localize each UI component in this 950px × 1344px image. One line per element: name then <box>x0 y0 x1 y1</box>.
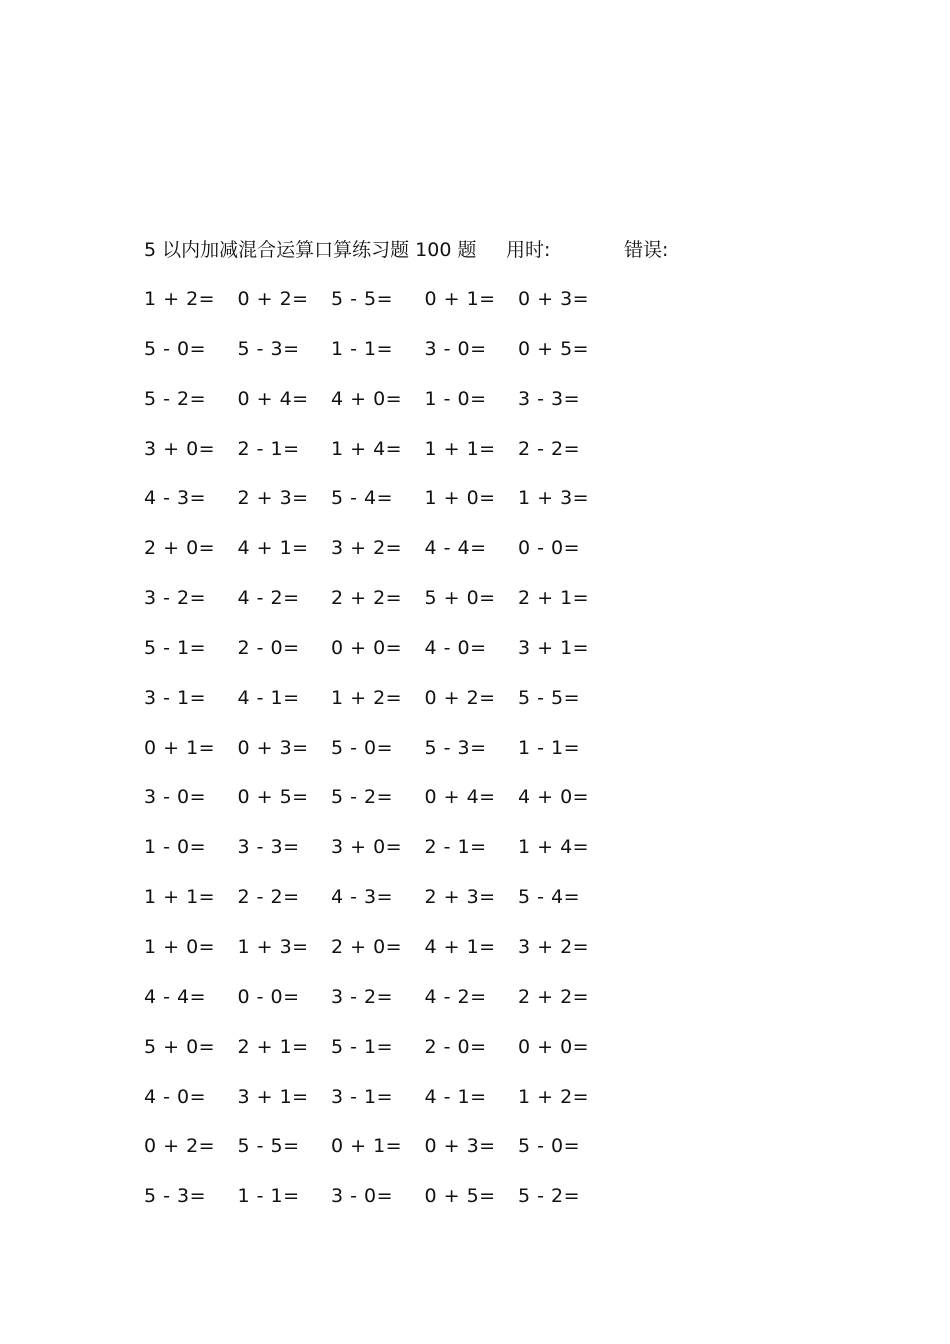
problem-item: 0 + 0= <box>331 636 403 659</box>
problem-item: 4 + 1= <box>424 935 496 958</box>
problem-item: 5 - 0= <box>144 337 207 360</box>
problem-item: 5 - 5= <box>331 288 394 310</box>
problem-item: 3 - 1= <box>144 686 207 709</box>
problem-item: 2 + 2= <box>331 587 403 610</box>
problem-item: 5 - 0= <box>331 736 394 759</box>
problem-item: 4 + 0= <box>331 387 403 410</box>
problem-grid <box>144 285 644 1232</box>
problem-item: 2 + 1= <box>518 587 590 610</box>
problem-item: 5 - 3= <box>424 736 487 759</box>
problem-item: 0 + 0= <box>518 1035 590 1058</box>
problem-item: 3 - 2= <box>144 587 207 610</box>
problem-item: 0 + 2= <box>144 1135 216 1158</box>
problem-item: 4 - 0= <box>144 1085 207 1108</box>
problem-item: 0 + 5= <box>424 1185 496 1208</box>
problem-item: 5 - 5= <box>518 686 581 709</box>
problem-item: 5 - 1= <box>331 1035 394 1058</box>
problem-row <box>144 883 644 933</box>
problem-item: 0 + 3= <box>424 1135 496 1158</box>
problem-item: 3 + 1= <box>518 636 590 659</box>
problem-item: 4 - 3= <box>331 886 394 909</box>
problem-row <box>144 1132 644 1182</box>
problem-item: 2 - 2= <box>518 437 581 460</box>
worksheet-title: 5 以内加减混合运算口算练习题 100 题 <box>144 239 477 261</box>
problem-item: 3 + 0= <box>331 836 403 859</box>
problem-item: 3 + 0= <box>144 437 216 460</box>
problem-row <box>144 684 644 734</box>
problem-row <box>144 833 644 883</box>
problem-item: 0 + 4= <box>237 387 309 410</box>
problem-item: 1 + 1= <box>144 886 216 909</box>
problem-item: 5 - 3= <box>237 337 300 360</box>
problem-item: 2 - 0= <box>424 1035 487 1058</box>
problem-item: 3 - 3= <box>518 387 581 410</box>
problem-item: 4 - 2= <box>424 985 487 1008</box>
problem-item: 5 - 2= <box>144 387 207 410</box>
problem-row <box>144 534 644 584</box>
problem-item: 4 - 2= <box>237 587 300 610</box>
problem-item: 0 + 3= <box>518 288 590 310</box>
problem-item: 1 + 0= <box>424 487 496 510</box>
problem-item: 1 + 4= <box>518 836 590 859</box>
problem-item: 4 - 1= <box>424 1085 487 1108</box>
problem-item: 1 - 1= <box>237 1185 300 1208</box>
problem-item: 1 + 0= <box>144 935 216 958</box>
problem-row <box>144 435 644 485</box>
problem-row <box>144 1033 644 1083</box>
problem-item: 2 + 3= <box>424 886 496 909</box>
problem-item: 0 + 5= <box>518 337 590 360</box>
problem-item: 1 - 0= <box>144 836 207 859</box>
problem-item: 5 - 0= <box>518 1135 581 1158</box>
problem-item: 1 - 0= <box>424 387 487 410</box>
problem-item: 2 - 2= <box>237 886 300 909</box>
problem-item: 3 - 1= <box>331 1085 394 1108</box>
problem-item: 4 - 4= <box>424 537 487 560</box>
problem-item: 1 + 2= <box>518 1085 590 1108</box>
problem-item: 2 - 1= <box>424 836 487 859</box>
problem-item: 0 + 5= <box>237 786 309 809</box>
problem-item: 5 - 2= <box>518 1185 581 1208</box>
problem-item: 1 + 2= <box>144 288 216 310</box>
problem-row <box>144 933 644 983</box>
problem-item: 0 - 0= <box>518 537 581 560</box>
problem-item: 3 - 0= <box>331 1185 394 1208</box>
problem-item: 1 - 1= <box>518 736 581 759</box>
problem-item: 3 - 2= <box>331 985 394 1008</box>
problem-item: 2 + 1= <box>237 1035 309 1058</box>
problem-row <box>144 335 644 385</box>
problem-item: 5 - 2= <box>331 786 394 809</box>
problem-item: 4 + 1= <box>237 537 309 560</box>
problem-row <box>144 385 644 435</box>
problem-item: 0 + 1= <box>424 288 496 310</box>
problem-row <box>144 285 644 335</box>
problem-item: 3 - 0= <box>424 337 487 360</box>
problem-item: 2 + 2= <box>518 985 590 1008</box>
problem-item: 4 - 0= <box>424 636 487 659</box>
problem-row <box>144 783 644 833</box>
problem-item: 1 + 4= <box>331 437 403 460</box>
problem-item: 1 + 3= <box>237 935 309 958</box>
problem-item: 1 + 3= <box>518 487 590 510</box>
problem-item: 3 + 2= <box>518 935 590 958</box>
problem-row <box>144 584 644 634</box>
problem-row <box>144 1083 644 1133</box>
problem-row <box>144 484 644 534</box>
problem-item: 5 - 1= <box>144 636 207 659</box>
problem-item: 0 + 2= <box>237 288 309 310</box>
problem-item: 5 - 4= <box>331 487 394 510</box>
problem-item: 5 - 4= <box>518 886 581 909</box>
problem-item: 5 + 0= <box>144 1035 216 1058</box>
problem-item: 1 + 2= <box>331 686 403 709</box>
worksheet-header <box>144 236 704 264</box>
problem-row <box>144 734 644 784</box>
problem-item: 3 - 3= <box>237 836 300 859</box>
time-used-label: 用时: <box>506 239 551 261</box>
problem-item: 2 - 1= <box>237 437 300 460</box>
problem-item: 0 + 1= <box>331 1135 403 1158</box>
problem-item: 0 + 2= <box>424 686 496 709</box>
problem-item: 0 + 3= <box>237 736 309 759</box>
problem-item: 3 + 2= <box>331 537 403 560</box>
problem-row <box>144 983 644 1033</box>
problem-item: 4 - 1= <box>237 686 300 709</box>
problem-item: 3 - 0= <box>144 786 207 809</box>
problem-row <box>144 634 644 684</box>
problem-item: 1 - 1= <box>331 337 394 360</box>
problem-item: 3 + 1= <box>237 1085 309 1108</box>
problem-item: 1 + 1= <box>424 437 496 460</box>
problem-item: 2 + 3= <box>237 487 309 510</box>
error-count-label: 错误: <box>624 239 669 261</box>
problem-item: 5 - 3= <box>144 1185 207 1208</box>
problem-item: 5 - 5= <box>237 1135 300 1158</box>
problem-item: 2 - 0= <box>237 636 300 659</box>
problem-item: 2 + 0= <box>144 537 216 560</box>
problem-item: 4 - 3= <box>144 487 207 510</box>
problem-item: 0 + 4= <box>424 786 496 809</box>
problem-item: 5 + 0= <box>424 587 496 610</box>
problem-item: 4 - 4= <box>144 985 207 1008</box>
problem-row <box>144 1182 644 1232</box>
problem-item: 0 + 1= <box>144 736 216 759</box>
problem-item: 2 + 0= <box>331 935 403 958</box>
problem-item: 4 + 0= <box>518 786 590 809</box>
problem-item: 0 - 0= <box>237 985 300 1008</box>
